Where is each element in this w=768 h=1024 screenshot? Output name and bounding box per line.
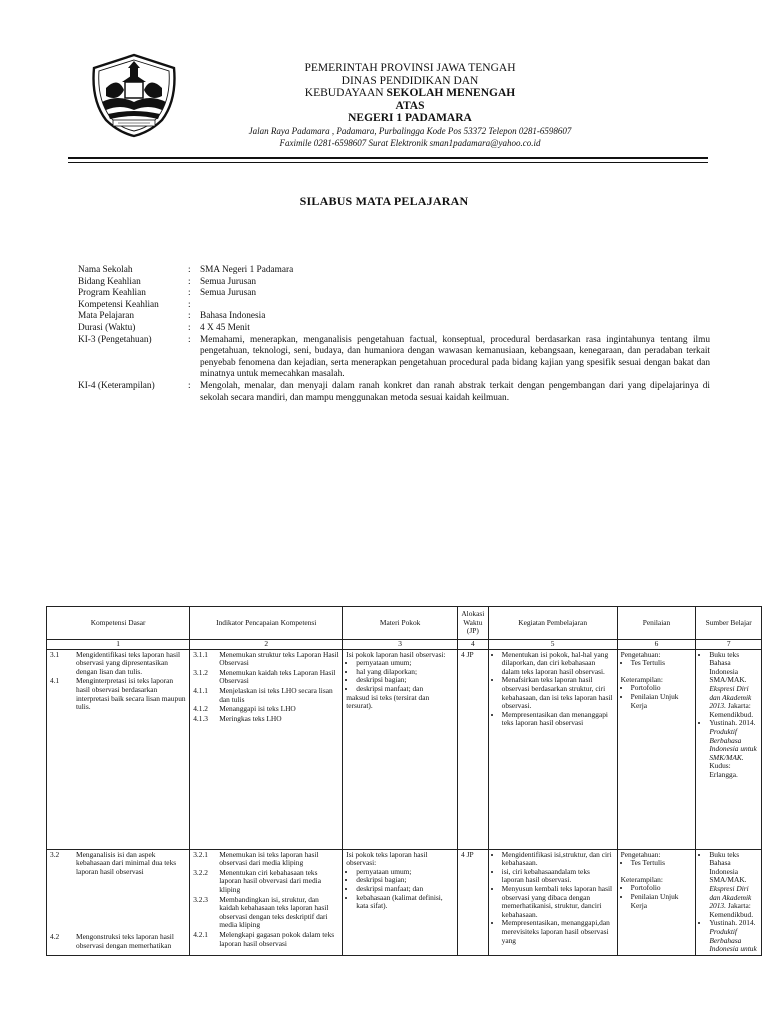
column-number: 1 bbox=[47, 640, 190, 650]
identity-row bbox=[78, 323, 710, 335]
kegiatan-item: • Mempresentasikan, menanggapi,dan merevisiteks laporan hasil observasi yang bbox=[502, 919, 614, 945]
kd-item bbox=[50, 933, 186, 950]
sumber-publisher: Jakarta: Kemendikbud. bbox=[709, 901, 754, 919]
sumber-text: Yustinah. 2014. bbox=[709, 918, 756, 928]
column-header: Kompetensi Dasar bbox=[47, 607, 190, 640]
indicator-text: Menanggapi isi teks LHO bbox=[219, 704, 296, 714]
indicator-text: Membandingkan isi, struktur, dan kaidah kebahasaan teks laporan hasil observasi dengan teks deskriptif dari media kliping bbox=[219, 894, 329, 930]
penilaian-list bbox=[621, 659, 693, 668]
indicator-cell bbox=[190, 649, 343, 849]
kd-code: 4.2 bbox=[50, 932, 60, 942]
sumber-item bbox=[709, 651, 758, 720]
kegiatan-list bbox=[492, 851, 614, 946]
identity-colon: : bbox=[188, 380, 191, 391]
column-number: 3 bbox=[343, 640, 458, 650]
identity-block bbox=[78, 265, 710, 404]
indicator-text: Menemukan struktur teks Laporan Hasil Observasi bbox=[219, 649, 339, 668]
materi-item: • hal yang dilaporkan; bbox=[356, 668, 454, 677]
indicator-code: 4.1.3 bbox=[193, 713, 208, 723]
kegiatan-item: • Menyusun kembali teks laporan hasil observasi yang dibaca dengan memerhatikanisi, struktur, danciri kebahasaan. bbox=[502, 885, 614, 919]
sumber-item bbox=[709, 719, 758, 779]
indicator-code: 4.1.1 bbox=[193, 685, 208, 695]
identity-value: Semua Jurusan bbox=[200, 276, 257, 287]
letterhead-rule-thin bbox=[68, 162, 708, 163]
materi-item: • kebahasaan (kalimat definisi, kata sifat). bbox=[356, 894, 454, 911]
kd-text: Mengidentifikasi teks laporan hasil observasi yang dipresentasikan dengan lisan dan tulis. bbox=[76, 649, 181, 676]
identity-value: 4 X 45 Menit bbox=[200, 322, 250, 333]
identity-colon: : bbox=[188, 288, 191, 299]
kegiatan-list bbox=[492, 651, 614, 728]
penilaian-label: Keterampilan: bbox=[620, 674, 663, 684]
jawa-tengah-coat-of-arms-icon bbox=[88, 52, 180, 138]
column-header: Materi Pokok bbox=[343, 607, 458, 640]
indicator-text: Meringkas teks LHO bbox=[219, 713, 282, 723]
penilaian-list bbox=[621, 684, 693, 710]
column-header: Sumber Belajar bbox=[696, 607, 762, 640]
identity-row bbox=[78, 265, 710, 277]
identity-value: Memahami, menerapkan, menganalisis pengetahuan factual, konseptual, procedural berdasarkan rasa ingintahunya tentang ilmu pengetahuan, teknologi, seni, budaya, dan humaniora dengan wawasan kemanusiaan, kebangsaan, kenegaraan, dan peradaban terkait penyebab fenomena dan kejadian, serta menerapkan pengetahuan procedural pada bidang kajian yang spesifik sesuai dengan bakat dan minatnya untuk memecahkan masalah. bbox=[200, 334, 710, 380]
materi-intro: Isi pokok teks laporan hasil observasi: bbox=[346, 849, 428, 868]
indicator-code: 4.1.2 bbox=[193, 704, 208, 714]
materi-item: • deskripsi bagian; bbox=[356, 676, 454, 685]
indicator-item bbox=[193, 869, 339, 895]
identity-colon: : bbox=[188, 276, 191, 287]
indicator-text: Menjelaskan isi teks LHO secara lisan dan tulis bbox=[219, 685, 333, 704]
penilaian-item: • Penilaian Unjuk Kerja bbox=[631, 893, 693, 910]
office-name: DINAS PENDIDIKAN DAN bbox=[341, 74, 479, 87]
letterhead bbox=[200, 62, 620, 149]
penilaian-cell bbox=[617, 649, 696, 849]
sumber-title: Produktif Berbahasa Indonesia untuk bbox=[709, 926, 757, 954]
kd-text: Menginterpretasi isi teks laporan hasil observasi berdasarkan interpretasi baik secara lisan maupun tulis. bbox=[76, 676, 186, 712]
identity-row bbox=[78, 311, 710, 323]
kd-code: 3.1 bbox=[50, 649, 60, 659]
syllabus-table bbox=[46, 606, 762, 956]
materi-item: • deskripsi manfaat; dan bbox=[356, 685, 454, 694]
materi-item: • deskripsi manfaat; dan bbox=[356, 885, 454, 894]
identity-label: Kompetensi Keahlian bbox=[78, 299, 159, 310]
letterhead-rule-thick bbox=[68, 157, 708, 159]
kegiatan-item: • Mengidentifikasi isi,struktur, dan ciri kebahasaan. bbox=[502, 851, 614, 868]
identity-value bbox=[200, 300, 710, 312]
sumber-title: Ekspresi Diri dan Akademik 2013. bbox=[709, 883, 752, 911]
materi-item: • deskripsi bagian; bbox=[356, 876, 454, 885]
penilaian-item: • Tes Tertulis bbox=[631, 659, 693, 668]
materi-after: maksud isi teks (tersirat dan tersurat). bbox=[346, 692, 430, 711]
kd-text: Menganalisis isi dan aspek kebahasaan dari minimal dua teks laporan hasil observasi bbox=[76, 849, 177, 876]
identity-label: Program Keahlian bbox=[78, 288, 146, 299]
indicator-text: Melengkapi gagasan pokok dalam teks laporan hasil observasi bbox=[219, 929, 335, 948]
indicator-code: 3.1.2 bbox=[193, 667, 208, 677]
kegiatan-item: • isi, ciri kebahasaandalam teks laporan hasil observasi. bbox=[502, 868, 614, 885]
identity-row bbox=[78, 381, 710, 404]
sumber-text: Buku teks Bahasa Indonesia SMA/MAK. bbox=[709, 649, 747, 685]
column-header: Indikator Pencapaian Kompetensi bbox=[190, 607, 343, 640]
identity-value: Semua Jurusan bbox=[200, 288, 257, 299]
sumber-cell bbox=[696, 649, 762, 849]
school-name-1: ATAS bbox=[395, 99, 425, 112]
sumber-text: Buku teks Bahasa Indonesia SMA/MAK. bbox=[709, 849, 747, 885]
identity-row bbox=[78, 300, 710, 312]
gov-name: PEMERINTAH PROVINSI JAWA TENGAH bbox=[304, 62, 516, 74]
indicator-item bbox=[193, 705, 339, 714]
sumber-title: Ekspresi Diri dan Akademik 2013. bbox=[709, 683, 752, 711]
penilaian-list bbox=[621, 859, 693, 868]
identity-value: Mengolah, menalar, dan menyaji dalam ranah konkret dan ranah abstrak terkait dengan pengembangan dari yang dipelajarinya di sekolah secara mandiri, dan mampu menggunakan metoda sesuai kaidah keilmuan. bbox=[200, 380, 710, 403]
identity-value: Bahasa Indonesia bbox=[200, 311, 266, 322]
identity-label: Mata Pelajaran bbox=[78, 311, 135, 322]
kegiatan-cell bbox=[488, 649, 617, 849]
kd-item bbox=[50, 651, 186, 677]
column-number: 2 bbox=[190, 640, 343, 650]
kd-code: 3.2 bbox=[50, 849, 60, 859]
penilaian-list bbox=[621, 884, 693, 910]
identity-label: KI-4 (Keterampilan) bbox=[78, 380, 155, 391]
identity-label: Bidang Keahlian bbox=[78, 276, 141, 287]
materi-list bbox=[346, 659, 454, 693]
sumber-item bbox=[709, 919, 758, 953]
indicator-item bbox=[193, 896, 339, 930]
indicator-item bbox=[193, 715, 339, 724]
identity-label: Nama Sekolah bbox=[78, 265, 133, 275]
sumber-item bbox=[709, 851, 758, 920]
indicator-code: 3.2.3 bbox=[193, 894, 208, 904]
kegiatan-item: • Mempresentasikan dan menanggapi teks laporan hasil observasi bbox=[502, 711, 614, 728]
indicator-text: Menentukan ciri kebahasaan teks laporan hasil obvervasi dari media kliping bbox=[219, 867, 321, 894]
penilaian-label: Pengetahuan: bbox=[620, 649, 661, 659]
office-name-cont: KEBUDAYAAN SEKOLAH MENENGAH bbox=[304, 87, 516, 99]
identity-colon: : bbox=[188, 265, 191, 275]
identity-colon: : bbox=[188, 311, 191, 322]
column-header: Alokasi Waktu (JP) bbox=[458, 607, 489, 640]
materi-cell bbox=[343, 849, 458, 955]
penilaian-label: Keterampilan: bbox=[620, 874, 663, 884]
sumber-publisher: Jakarta: Kemendikbud. bbox=[709, 701, 754, 719]
column-number: 6 bbox=[617, 640, 696, 650]
identity-label: Durasi (Waktu) bbox=[78, 322, 136, 333]
school-name-2: NEGERI 1 PADAMARA bbox=[348, 112, 472, 124]
school-address: Jalan Raya Padamara , Padamara, Purbalingga Kode Pos 53372 Telepon 0281-6598607 bbox=[248, 125, 572, 136]
materi-item: • pernyataan umum; bbox=[356, 659, 454, 668]
document-title: SILABUS MATA PELAJARAN bbox=[299, 194, 469, 208]
table-header-row bbox=[47, 607, 762, 640]
spacer bbox=[50, 877, 186, 885]
kd-code: 4.1 bbox=[50, 676, 60, 686]
table-number-row bbox=[47, 640, 762, 650]
indicator-item bbox=[193, 687, 339, 704]
school-contact: Faximile 0281-6598607 Surat Elektronik sman1padamara@yahoo.co.id bbox=[279, 137, 541, 148]
indicator-item bbox=[193, 851, 339, 868]
identity-label: KI-3 (Pengetahuan) bbox=[78, 334, 152, 345]
kd-cell bbox=[47, 849, 190, 955]
identity-colon: : bbox=[188, 299, 191, 310]
materi-list bbox=[346, 868, 454, 911]
sumber-title: Produktif Berbahasa Indonesia untuk SMK/MAK. bbox=[709, 726, 757, 762]
indicator-code: 3.1.1 bbox=[193, 649, 208, 659]
alokasi-cell: 4 JP bbox=[458, 649, 489, 849]
sumber-text: Yustinah. 2014. bbox=[709, 718, 756, 728]
materi-intro: Isi pokok laporan hasil observasi: bbox=[346, 649, 446, 659]
sumber-list bbox=[699, 851, 758, 954]
table-row bbox=[47, 849, 762, 955]
sumber-publisher: Kudus: Erlangga. bbox=[709, 761, 738, 779]
column-number: 7 bbox=[696, 640, 762, 650]
materi-item: • pernyataan umum; bbox=[356, 868, 454, 877]
sumber-cell bbox=[696, 849, 762, 955]
kegiatan-cell bbox=[488, 849, 617, 955]
indicator-code: 3.2.2 bbox=[193, 867, 208, 877]
identity-colon: : bbox=[188, 322, 191, 333]
kd-text: Mengonstruksi teks laporan hasil observasi dengan memerhatikan bbox=[76, 932, 174, 950]
kd-item bbox=[50, 851, 186, 877]
penilaian-label: Pengetahuan: bbox=[620, 849, 661, 859]
indicator-code: 4.2.1 bbox=[193, 929, 208, 939]
indicator-item bbox=[193, 931, 339, 948]
spacer bbox=[50, 885, 186, 933]
penilaian-cell bbox=[617, 849, 696, 955]
identity-colon: : bbox=[188, 334, 191, 345]
identity-row bbox=[78, 277, 710, 289]
indicator-code: 3.2.1 bbox=[193, 849, 208, 859]
table-row bbox=[47, 649, 762, 849]
identity-row bbox=[78, 288, 710, 300]
indicator-item bbox=[193, 651, 339, 668]
alokasi-cell: 4 JP bbox=[458, 849, 489, 955]
indicator-text: Menemukan isi teks laporan hasil observasi dari media kliping bbox=[219, 849, 319, 868]
sumber-list bbox=[699, 651, 758, 780]
penilaian-item: • Portofolio bbox=[631, 684, 693, 693]
indicator-cell bbox=[190, 849, 343, 955]
penilaian-item: • Portofolio bbox=[631, 884, 693, 893]
indicator-text: Menemukan kaidah teks Laporan Hasil Observasi bbox=[219, 667, 336, 686]
identity-value: SMA Negeri 1 Padamara bbox=[200, 265, 294, 275]
column-number: 5 bbox=[488, 640, 617, 650]
kegiatan-item: • Menafsirkan teks laporan hasil observasi berdasarkan struktur, ciri kebahasaan, dan isi teks laporan hasil observasi. bbox=[502, 676, 614, 710]
kd-cell bbox=[47, 649, 190, 849]
kegiatan-item: • Menentukan isi pokok, hal-hal yang dilaporkan, dan ciri kebahasaan dalam teks laporan hasil observasi. bbox=[502, 651, 614, 677]
penilaian-item: • Tes Tertulis bbox=[631, 859, 693, 868]
penilaian-item: • Penilaian Unjuk Kerja bbox=[631, 693, 693, 710]
kd-item bbox=[50, 677, 186, 711]
column-number: 4 bbox=[458, 640, 489, 650]
column-header: Kegiatan Pembelajaran bbox=[488, 607, 617, 640]
identity-row bbox=[78, 335, 710, 381]
indicator-item bbox=[193, 669, 339, 686]
materi-cell bbox=[343, 649, 458, 849]
column-header: Penilaian bbox=[617, 607, 696, 640]
